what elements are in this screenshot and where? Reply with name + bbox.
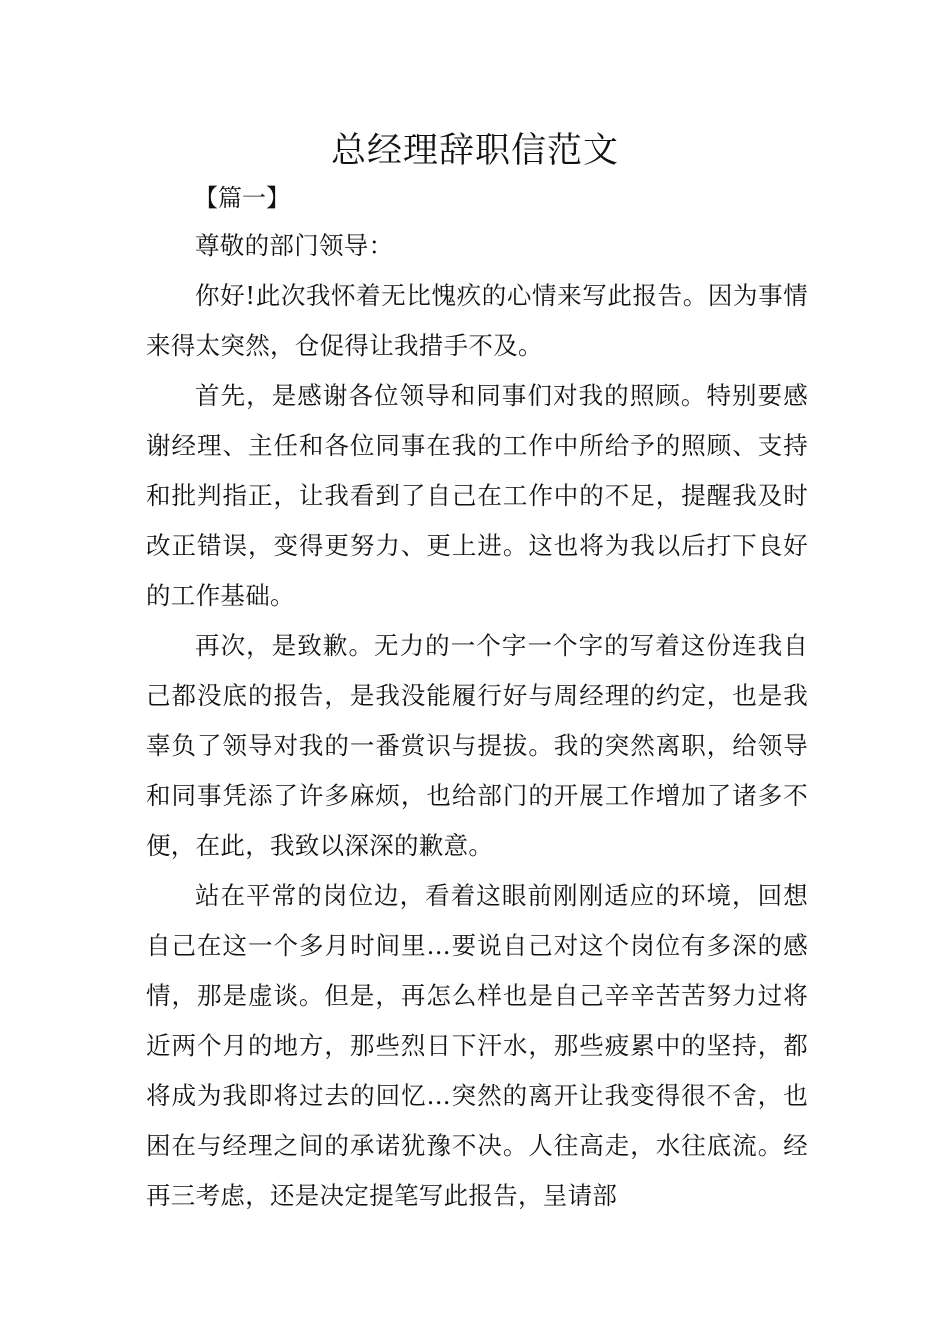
paragraph: 站在平常的岗位边，看着这眼前刚刚适应的环境，回想自己在这一个多月时间里...要说自己对这个岗位有多深的感情，那是虚谈。但是，再怎么样也是自己辛辛苦苦努力过将近两个月的地方，那些烈日下汗水，那些疲累中的坚持，都将成为我即将过去的回忆...突然的离开让我变得很不舍，也困在与经理之间的承诺犹豫不决。人往高走，水往底流。经再三考虑，还是决定提笔写此报告，呈请部 <box>146 881 808 1210</box>
salutation: 尊敬的部门领导： <box>195 231 394 260</box>
paragraph: 你好!此次我怀着无比愧疚的心情来写此报告。因为事情来得太突然，仓促得让我措手不及。 <box>146 281 808 360</box>
paragraph: 再次，是致歉。无力的一个字一个字的写着这份连我自己都没底的报告，是我没能履行好与周经理的约定，也是我辜负了领导对我的一番赏识与提拔。我的突然离职，给领导和同事凭添了许多麻烦，也给部门的开展工作增加了诸多不便，在此，我致以深深的歉意。 <box>146 631 808 860</box>
document-title: 总经理辞职信范文 <box>330 131 619 171</box>
paragraph: 首先，是感谢各位领导和同事们对我的照顾。特别要感谢经理、主任和各位同事在我的工作中所给予的照顾、支持和批判指正，让我看到了自己在工作中的不足，提醒我及时改正错误，变得更努力、更上进。这也将为我以后打下良好的工作基础。 <box>146 381 808 610</box>
document-body <box>146 221 808 1221</box>
section-label: 【篇一】 <box>194 184 290 212</box>
